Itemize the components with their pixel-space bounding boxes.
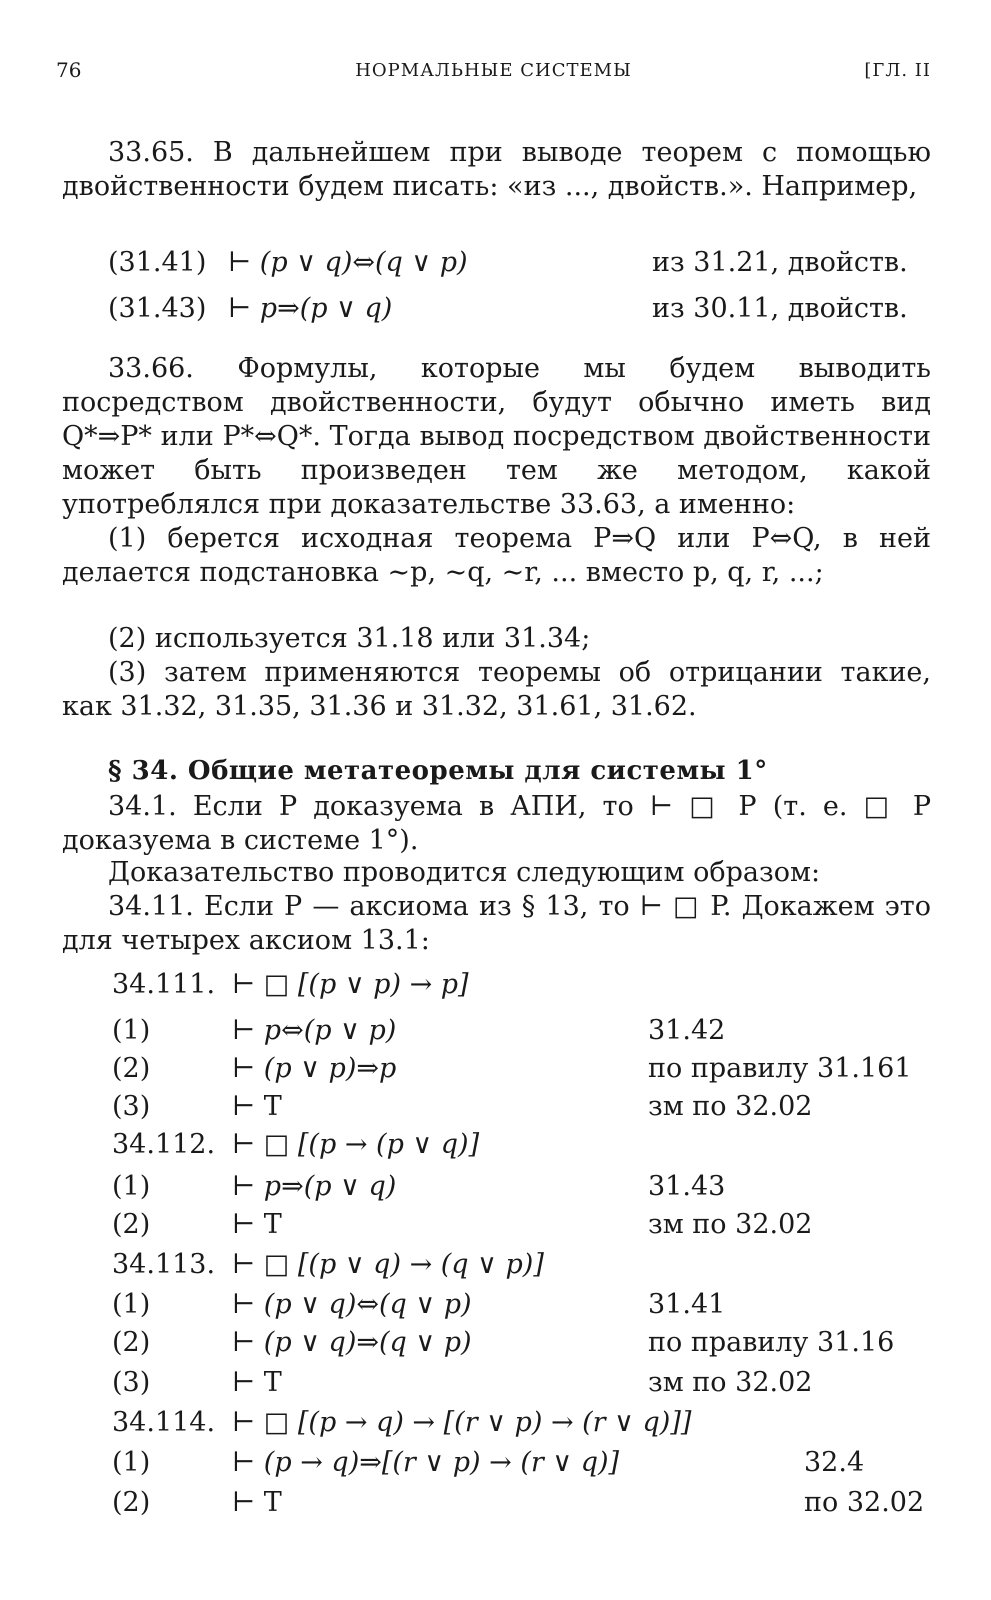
line-number: (2) — [112, 1053, 151, 1084]
step-item: (2) используется 31.18 или 31.34; — [108, 623, 591, 654]
page-header — [56, 58, 931, 88]
proof-formula: ⊢ □ [(p → q) → [(r ∨ p) → (r ∨ q)]] — [232, 1407, 692, 1438]
line-formula: ⊢ (p ∨ q)⇔(q ∨ p) — [232, 1289, 472, 1320]
line-formula: ⊢ p⇒(p ∨ q) — [232, 1171, 397, 1202]
paragraph-33-65: 33.65. В дальнейшем при выводе теорем с помощью двойственности будем писать: «из ..., двойств.». Например, — [62, 137, 931, 202]
proof-formula: ⊢ □ [(p → (p ∨ q)] — [232, 1129, 480, 1160]
paragraph-34-1: 34.1. Если P доказуема в АПИ, то ⊢ □ P (т. е. □ P доказуема в системе 1°). — [62, 791, 931, 856]
example-label: (31.41) — [108, 247, 207, 278]
line-formula: ⊢ (p ∨ p)⇒p — [232, 1053, 397, 1084]
proof-formula: ⊢ □ [(p ∨ p) → p] — [232, 969, 469, 1000]
example-source: из 30.11, двойств. — [652, 293, 908, 324]
proof-label: 34.114. — [112, 1407, 216, 1438]
line-formula: ⊢ (p ∨ q)⇒(q ∨ p) — [232, 1327, 472, 1358]
line-number: (2) — [112, 1487, 151, 1518]
line-number: (3) — [112, 1091, 151, 1122]
line-number: (2) — [112, 1327, 151, 1358]
example-formula: ⊢ p⇒(p ∨ q) — [228, 293, 393, 324]
line-formula: ⊢ T — [232, 1367, 282, 1398]
paragraph-proof-intro: Доказательство проводится следующим образом: — [108, 857, 821, 888]
example-formula: ⊢ (p ∨ q)⇔(q ∨ p) — [228, 247, 468, 278]
line-number: (1) — [112, 1015, 151, 1046]
line-reason: по 32.02 — [804, 1487, 925, 1518]
paragraph-34-11: 34.11. Если P — аксиома из § 13, то ⊢ □ P. Докажем это для четырех аксиом 13.1: — [62, 891, 931, 956]
line-reason: зм по 32.02 — [648, 1091, 813, 1122]
proof-label: 34.113. — [112, 1249, 216, 1280]
line-formula: ⊢ p⇔(p ∨ p) — [232, 1015, 397, 1046]
line-number: (3) — [112, 1367, 151, 1398]
line-reason: 32.4 — [804, 1447, 865, 1478]
step-item: (3) затем применяются теоремы об отрицании такие, как 31.32, 31.35, 31.36 и 31.32, 31.61, 31.62. — [62, 657, 931, 722]
line-reason: зм по 32.02 — [648, 1367, 813, 1398]
line-reason: 31.43 — [648, 1171, 726, 1202]
line-number: (1) — [112, 1289, 151, 1320]
proof-label: 34.112. — [112, 1129, 216, 1160]
line-formula: ⊢ T — [232, 1091, 282, 1122]
line-reason: зм по 32.02 — [648, 1209, 813, 1240]
line-number: (2) — [112, 1209, 151, 1240]
paragraph-33-66: 33.66. Формулы, которые мы будем выводить посредством двойственности, будут обычно иметь вид Q*⇒P* или P*⇔Q*. Тогда вывод посредством двойственности может быть произведен тем же методом, какой употреблялся при доказательстве 33.63, а именно: — [62, 353, 931, 520]
example-label: (31.43) — [108, 293, 207, 324]
example-source: из 31.21, двойств. — [652, 247, 908, 278]
line-reason: 31.42 — [648, 1015, 726, 1046]
section-heading: § 34. Общие метатеоремы для системы 1° — [108, 756, 768, 786]
step-item: (1) берется исходная теорема P⇒Q или P⇔Q, в ней делается подстановка ∼p, ∼q, ∼r, ... вместо p, q, r, ...; — [62, 523, 931, 588]
line-formula: ⊢ T — [232, 1487, 282, 1518]
line-formula: ⊢ T — [232, 1209, 282, 1240]
line-reason: по правилу 31.16 — [648, 1327, 895, 1358]
line-formula: ⊢ (p → q)⇒[(r ∨ p) → (r ∨ q)] — [232, 1447, 620, 1478]
line-reason: 31.41 — [648, 1289, 726, 1320]
line-reason: по правилу 31.161 — [648, 1053, 912, 1084]
line-number: (1) — [112, 1171, 151, 1202]
running-title: НОРМАЛЬНЫЕ СИСТЕМЫ — [355, 60, 632, 81]
page-number: 76 — [56, 58, 82, 82]
line-number: (1) — [112, 1447, 151, 1478]
proof-label: 34.111. — [112, 969, 216, 1000]
chapter-label: [ГЛ. II — [864, 60, 931, 81]
proof-formula: ⊢ □ [(p ∨ q) → (q ∨ p)] — [232, 1249, 544, 1280]
